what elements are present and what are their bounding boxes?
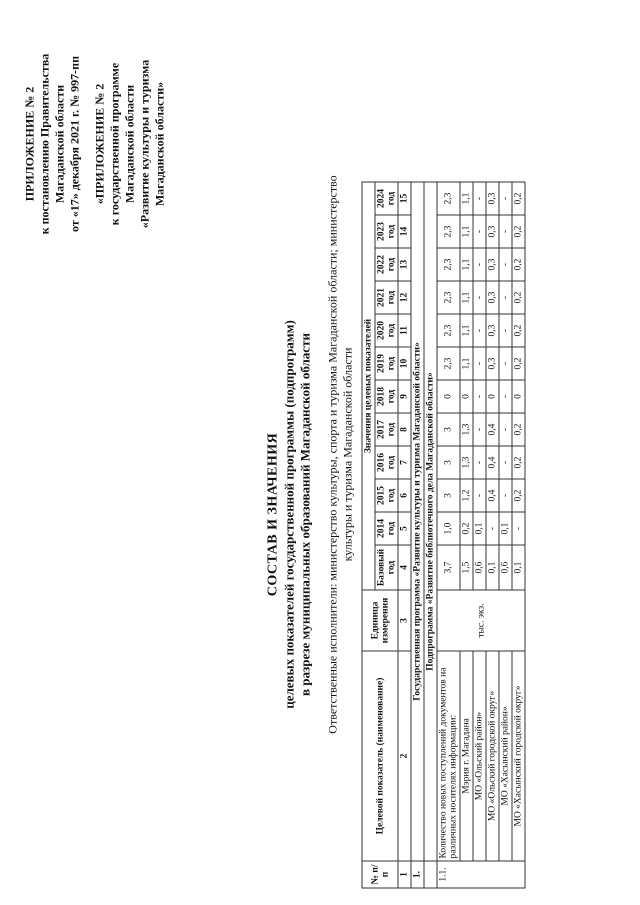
value-cell: 0,3 [486,248,499,281]
col-index: 9 [398,380,411,413]
col-index: 7 [398,446,411,479]
header-year: 2016 год [375,446,398,479]
appendix-line: Магаданской области» [152,81,167,207]
base-value: 1,5 [460,545,473,590]
value-cell: - [499,347,512,380]
municipality-name: МО «Ольский район» [473,651,486,861]
value-cell: 0,1 [473,512,486,545]
value-cell: 0,3 [486,215,499,248]
rotated-page [1,0,640,905]
value-cell: - [499,479,512,512]
header-base-year: Базовый год [375,545,398,590]
section-num: 1. [411,861,424,888]
value-cell: 0,4 [486,413,499,446]
col-index: 2 [398,651,411,861]
base-value: 0,1 [486,545,499,590]
base-value: 3,7 [437,545,460,590]
col-index: 11 [398,314,411,347]
value-cell: 1,0 [437,512,460,545]
value-cell: 0,2 [512,446,525,479]
value-cell: 2,3 [437,248,460,281]
col-index: 12 [398,281,411,314]
indicator-num: 1.1. [437,861,525,888]
value-cell: 1,1 [460,182,473,215]
value-cell: 0,2 [512,215,525,248]
value-cell: - [473,380,486,413]
col-index: 15 [398,182,411,215]
document-title [266,245,314,785]
value-cell: 3 [437,479,460,512]
value-cell: 0,1 [499,512,512,545]
header-year: 2015 год [375,479,398,512]
subprogram-title: Подпрограмма «Развитие библиотечного дела Магаданской области» [424,182,437,861]
value-cell: - [499,248,512,281]
col-index: 14 [398,215,411,248]
appendix-line: «ПРИЛОЖЕНИЕ № 2 [92,83,107,205]
base-value: 0,6 [499,545,512,590]
appendix-line: к постановлению Правительства [37,53,52,235]
table-row [460,182,473,888]
value-cell: - [499,182,512,215]
value-cell: 1,1 [460,215,473,248]
title-main: СОСТАВ И ЗНАЧЕНИЯ [265,432,281,597]
header-values: Значения целевых показателей [362,182,375,590]
value-cell: 0,3 [486,182,499,215]
header-indicator: Целевой показатель (наименование) [362,651,398,861]
value-cell: 0,2 [512,182,525,215]
value-cell: - [499,413,512,446]
appendix-line: от «17» декабря 2021 г. № 997-пп [67,56,82,233]
value-cell: 0,3 [486,347,499,380]
unit-cell: тыс. экз. [437,590,525,651]
value-cell: 0,2 [512,347,525,380]
value-cell: - [499,380,512,413]
value-cell: - [499,314,512,347]
header-year: 2021 год [375,281,398,314]
appendix-line: Магаданской области [122,84,137,204]
col-index: 13 [398,248,411,281]
col-index: 4 [398,545,411,590]
value-cell: 1,3 [460,446,473,479]
appendix-line: к государственной программе [107,62,122,226]
value-cell: 3 [437,446,460,479]
col-index: 8 [398,413,411,446]
header-year: 2014 год [375,512,398,545]
appendix-line: Магаданской области [52,84,67,204]
indicator-name: Количество новых поступлений документов на различных носителях информации: [437,651,460,861]
value-cell: - [499,446,512,479]
value-cell: - [499,281,512,314]
value-cell: 0,2 [512,413,525,446]
table-row [499,182,512,888]
col-index: 1 [398,861,411,888]
value-cell: 0,4 [486,446,499,479]
appendix-header [23,22,168,267]
section-title: Государственная программа «Развитие культуры и туризма Магаданской области» [411,182,424,861]
value-cell: 1,1 [460,347,473,380]
value-cell: 0,3 [486,281,499,314]
value-cell: 2,3 [437,314,460,347]
col-index: 10 [398,347,411,380]
value-cell: - [486,512,499,545]
value-cell: - [512,512,525,545]
value-cell: - [473,413,486,446]
header-unit: Единица измерения [362,590,398,651]
municipality-name: МО «Хасынский район» [499,651,512,861]
value-cell: 0,2 [512,314,525,347]
value-cell: 0,2 [460,512,473,545]
value-cell: - [473,314,486,347]
municipality-name: Мэрия г. Магадана [460,651,473,861]
table-row [473,182,486,888]
table-row [486,182,499,888]
header-year: 2018 год [375,380,398,413]
base-value: 0,6 [473,545,486,590]
value-cell: - [473,215,486,248]
value-cell: 0 [512,380,525,413]
value-cell: 3 [437,413,460,446]
value-cell: 0,3 [486,314,499,347]
title-sub: целевых показателей государственной программы (подпрограмм) [281,320,297,709]
col-index: 5 [398,512,411,545]
value-cell: 0 [460,380,473,413]
table-row [512,182,525,888]
value-cell: - [473,347,486,380]
value-cell: 1,1 [460,314,473,347]
header-year: 2024 год [375,182,398,215]
header-year: 2023 год [375,215,398,248]
title-sub: в разрезе муниципальных образований Магаданской области [297,333,313,696]
header-year: 2022 год [375,248,398,281]
value-cell: 0 [486,380,499,413]
municipality-name: МО «Ольский городской округ» [486,651,499,861]
value-cell: 2,3 [437,281,460,314]
responsible-line: Ответственные исполнители: министерство культуры, спорта и туризма Магаданской области; министерство [325,175,340,734]
table-row [437,182,460,888]
value-cell: 0,2 [512,248,525,281]
header-num: № п/п [362,861,398,888]
value-cell: 2,3 [437,347,460,380]
col-index: 3 [398,590,411,651]
municipality-name: МО «Хасынский городской округ» [512,651,525,861]
value-cell: - [473,446,486,479]
col-index: 6 [398,479,411,512]
indicators-table [362,182,526,889]
value-cell: - [473,281,486,314]
value-cell: 2,3 [437,182,460,215]
header-year: 2017 год [375,413,398,446]
value-cell: 2,3 [437,215,460,248]
appendix-line: «Развитие культуры и туризма [137,59,152,229]
value-cell: 1,3 [460,413,473,446]
value-cell: - [499,215,512,248]
value-cell: 1,1 [460,281,473,314]
value-cell: 0,2 [512,479,525,512]
value-cell: - [473,479,486,512]
value-cell: 1,2 [460,479,473,512]
value-cell: 0,2 [512,281,525,314]
responsible-executors [326,55,356,855]
value-cell: 0 [437,380,460,413]
value-cell: - [473,182,486,215]
value-cell: 1,1 [460,248,473,281]
base-value: 0,1 [512,545,525,590]
responsible-line: культуры и туризма Магаданской области [340,347,355,562]
header-year: 2019 год [375,347,398,380]
appendix-line: ПРИЛОЖЕНИЕ № 2 [22,86,37,202]
header-year: 2020 год [375,314,398,347]
value-cell: - [473,248,486,281]
value-cell: 0,4 [486,479,499,512]
